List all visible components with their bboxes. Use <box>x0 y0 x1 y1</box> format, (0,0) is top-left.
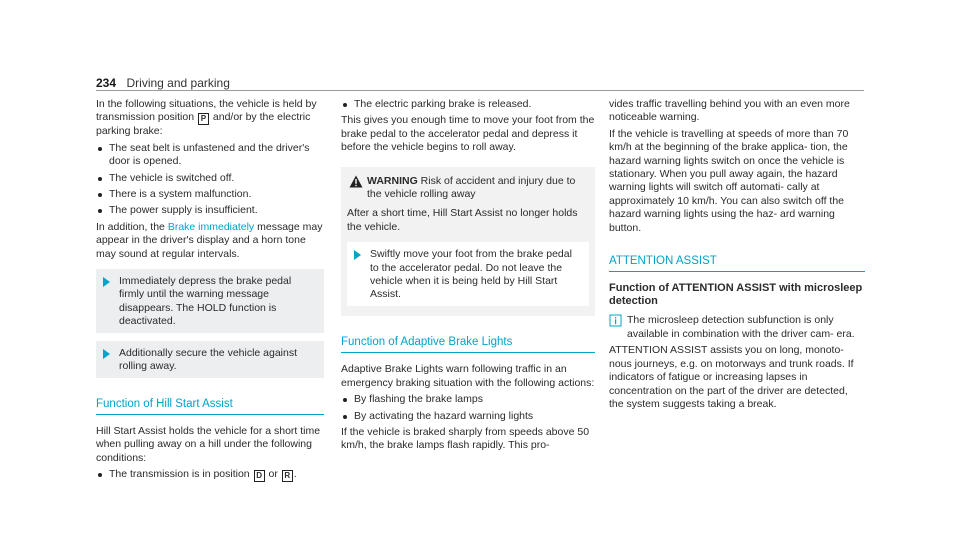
page-number: 234 <box>96 76 117 90</box>
intro-paragraph <box>96 98 324 139</box>
note-text: The microsleep detection subfunction is only available in combination with the driver cam- era. <box>627 314 855 340</box>
instruction-step <box>347 242 589 306</box>
hsa-bullet-or: or <box>268 468 278 481</box>
brake-immediately-link[interactable]: Brake immediately <box>167 220 255 233</box>
triangle-arrow-icon <box>103 277 110 287</box>
triangle-arrow-icon <box>354 250 361 260</box>
column-left <box>96 98 324 485</box>
warning-body: After a short time, Hill Start Assist no longer holds the vehicle. <box>347 207 578 233</box>
instruction-text: Swiftly move your foot from the brake pedal to the accelerator pedal. Do not leave the vehicle when it is being held by Hill Start Assist. <box>370 248 572 301</box>
list-item: By activating the hazard warning lights <box>341 410 595 423</box>
list-item: By flashing the brake lamps <box>341 393 595 406</box>
intro-text-end: and/or by the electric parking brake: <box>96 111 311 138</box>
hsa-bullet-end: . <box>293 468 297 481</box>
section-title-hill-start-assist: Function of Hill Start Assist <box>96 398 324 415</box>
hsa-time-paragraph: This gives you enough time to move your foot from the brake pedal to the accelerator pedal and depress it before the vehicle begins to roll away. <box>341 114 595 154</box>
addition-paragraph <box>96 221 324 261</box>
hsa-condition-list <box>96 468 324 482</box>
warning-triangle-icon <box>349 175 363 188</box>
addition-text: In addition, the <box>96 220 165 233</box>
hsa-bullet-text: The transmission is in position <box>109 468 250 481</box>
abl-cont-paragraph: vides traffic travelling behind you with an even more noticeable warning. <box>609 98 850 124</box>
hazard-paragraph: If the vehicle is travelling at speeds of more than 70 km/h at the beginning of the brake applica- tion, the hazard warning lights switch on once the vehicle is stationary. When you pull away again, the hazard warning lights will switch off automati- cally at approximately 10 km/h. You can also switch off the hazard warning lights using the haz- ard warning button. <box>609 127 849 234</box>
list-item: The vehicle is switched off. <box>96 172 324 185</box>
park-key-icon: P <box>198 113 209 125</box>
hsa-paragraph: Hill Start Assist holds the vehicle for a short time when pulling away on a hill under the following conditions: <box>96 424 321 464</box>
page-title: Driving and parking <box>126 76 230 90</box>
list-item: The power supply is insufficient. <box>96 204 324 217</box>
addition-text-end: message may appear in the driver's display and a horn tone may sound at regular intervals. <box>96 220 323 260</box>
abl-action-list <box>341 393 595 423</box>
reverse-key-icon: R <box>282 470 293 482</box>
column-right <box>609 98 865 414</box>
triangle-arrow-icon <box>103 349 110 359</box>
note-paragraph <box>609 314 865 341</box>
condition-list <box>96 142 324 218</box>
instruction-text: Additionally secure the vehicle against rolling away. <box>119 346 298 373</box>
section-title-attention-assist: ATTENTION ASSIST <box>609 255 865 272</box>
abl-speed-paragraph: If the vehicle is braked sharply from speeds above 50 km/h, the brake lamps flash rapidly. This pro- <box>341 425 590 452</box>
warning-text: Risk of accident and injury due to the vehicle rolling away <box>367 174 576 201</box>
subheading-microsleep: Function of ATTENTION ASSIST with microsleep detection <box>609 282 863 308</box>
instruction-text: Immediately depress the brake pedal firmly until the warning message disappears. The HOLD function is deactivated. <box>119 275 292 328</box>
intro-text: In the following situations, the vehicle is held by transmission position <box>96 98 317 124</box>
instruction-step <box>96 269 324 333</box>
warning-box <box>341 167 595 316</box>
abl-paragraph: Adaptive Brake Lights warn following traffic in an emergency braking situation with the following actions: <box>341 363 595 389</box>
info-icon <box>609 314 622 327</box>
attention-assist-paragraph: ATTENTION ASSIST assists you on long, monoto- nous journeys, e.g. on motorways and trunk roads. If indicators of fatigue or increasing lapses in concentration on the part of the driver are detected, the system suggests taking a break. <box>609 344 854 410</box>
list-item: There is a system malfunction. <box>96 188 324 201</box>
list-item <box>96 468 324 482</box>
list-item: The seat belt is unfastened and the driver's door is opened. <box>96 142 324 169</box>
drive-key-icon: D <box>254 470 265 482</box>
section-title-adaptive-brake-lights: Function of Adaptive Brake Lights <box>341 336 595 353</box>
page-header <box>96 74 864 91</box>
hsa-condition-list-cont <box>341 98 595 111</box>
list-item: The electric parking brake is released. <box>341 98 595 111</box>
warning-word: WARNING <box>367 174 418 187</box>
instruction-step <box>96 341 324 378</box>
column-middle <box>341 98 595 456</box>
warning-header <box>347 175 589 202</box>
